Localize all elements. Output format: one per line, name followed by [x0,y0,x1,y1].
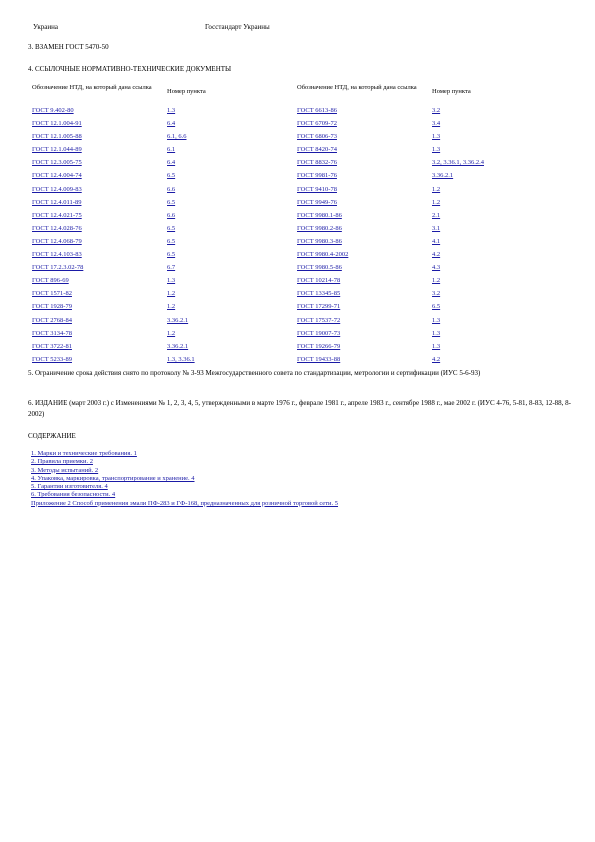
reference-point-link[interactable]: 3.36.2.1 [432,172,454,180]
item-6-edition: 6. ИЗДАНИЕ (март 2003 г.) с Изменениями № 1, 2, 3, 4, 5, утвержденными в марте 1976 г., феврале 1981 г., апреле 1983 г., сентябре 1988 г., мае 2002 г. (ИУС 4-76, 5-81, 8-83, 12-88, 8-2002) [28,399,572,418]
reference-document-link[interactable]: ГОСТ 12.4.103-83 [32,251,82,259]
table-of-contents [31,450,338,508]
reference-document-link[interactable]: ГОСТ 12.4.021-75 [32,211,82,219]
reference-document-link[interactable]: ГОСТ 19433-88 [297,355,341,363]
reference-point-link[interactable]: 2.1 [432,211,441,219]
reference-point-link[interactable]: 1.3 [432,329,441,337]
reference-row [297,343,557,356]
reference-point-link[interactable]: 6.5 [167,251,176,259]
reference-document-link[interactable]: ГОСТ 12.3.005-75 [32,159,82,167]
toc-link[interactable]: 6. Требования безопасности. 4 [31,491,116,499]
reference-row [32,146,292,159]
reference-row [297,238,557,251]
column-header [32,83,292,107]
toc-link[interactable]: 1. Марки и технические требования. 1 [31,450,137,457]
reference-row [297,330,557,343]
reference-row [32,107,292,120]
reference-row [297,225,557,238]
reference-row [32,120,292,133]
reference-row [32,251,292,264]
reference-point-link[interactable]: 6.6 [167,185,176,193]
reference-point-link[interactable]: 1.3 [432,133,441,141]
reference-point-link[interactable]: 1.2 [432,277,441,285]
column-header-point: Номер пункта [432,88,471,95]
reference-document-link[interactable]: ГОСТ 9981-76 [297,172,337,180]
reference-point-link[interactable]: 6.5 [167,198,176,206]
reference-document-link[interactable]: ГОСТ 9.402-80 [32,107,74,114]
header-country: Украина [33,23,58,31]
column-header [297,83,557,107]
reference-point-link[interactable]: 3.1 [432,224,441,232]
reference-point-link[interactable]: 6.4 [167,159,176,167]
reference-point-link[interactable]: 3.4 [432,120,441,128]
reference-document-link[interactable]: ГОСТ 896-69 [32,277,69,285]
reference-point-link[interactable]: 1.3 [432,342,441,350]
reference-row [32,159,292,172]
reference-document-link[interactable]: ГОСТ 6709-72 [297,120,337,128]
reference-document-link[interactable]: ГОСТ 17.2.3.02-78 [32,264,84,272]
reference-row [32,277,292,290]
reference-row [32,330,292,343]
reference-row [32,199,292,212]
toc-link[interactable]: 4. Упаковка, маркировка, транспортирование и хранение. 4 [31,474,195,482]
reference-row [32,225,292,238]
reference-row [297,303,557,316]
reference-document-link[interactable]: ГОСТ 1571-82 [32,290,72,298]
reference-point-link[interactable]: 1.2 [432,198,441,206]
reference-row [297,317,557,330]
reference-row [297,212,557,225]
toc-link[interactable]: 2. Правила приемки. 2 [31,458,93,466]
reference-document-link[interactable]: ГОСТ 8420-74 [297,146,337,154]
item-5-validity: 5. Ограничение срока действия снято по протоколу № 3-93 Межгосударственного совета по стандартизации, метрологии и сертификации (ИУС 5-6-93) [28,369,481,377]
reference-point-link[interactable]: 6.5 [432,303,441,311]
reference-document-link[interactable]: ГОСТ 12.1.004-91 [32,120,82,128]
reference-point-link[interactable]: 1.2 [167,329,176,337]
reference-document-link[interactable]: ГОСТ 12.4.028-76 [32,224,82,232]
reference-document-link[interactable]: ГОСТ 2768-84 [32,316,72,324]
reference-document-link[interactable]: ГОСТ 9949-76 [297,198,337,206]
reference-row [32,186,292,199]
reference-point-link[interactable]: 6.5 [167,237,176,245]
reference-point-link[interactable]: 1.3 [167,107,176,114]
reference-document-link[interactable]: ГОСТ 12.1.044-89 [32,146,82,154]
reference-point-link[interactable]: 6.1 [167,146,176,154]
reference-point-link[interactable]: 4.1 [432,237,441,245]
reference-row [297,186,557,199]
reference-point-link[interactable]: 6.5 [167,224,176,232]
reference-point-link[interactable]: 1.2 [167,303,176,311]
item-3-replaces: 3. ВЗАМЕН ГОСТ 5470-50 [28,43,109,51]
reference-document-link[interactable]: ГОСТ 9410-78 [297,185,337,193]
reference-document-link[interactable]: ГОСТ 9980.1-86 [297,211,342,219]
reference-row [32,356,292,369]
reference-row [32,343,292,356]
reference-row [297,251,557,264]
reference-document-link[interactable]: ГОСТ 5233-89 [32,355,72,363]
reference-row [297,172,557,185]
reference-document-link[interactable]: ГОСТ 1928-79 [32,303,72,311]
reference-point-link[interactable]: 1.2 [167,290,176,298]
reference-document-link[interactable]: ГОСТ 12.4.068-79 [32,237,82,245]
reference-document-link[interactable]: ГОСТ 17537-72 [297,316,341,324]
reference-document-link[interactable]: ГОСТ 6806-73 [297,133,337,141]
reference-point-link[interactable]: 6.4 [167,120,176,128]
reference-document-link[interactable]: ГОСТ 13345-85 [297,290,341,298]
references-column-left [32,83,292,369]
reference-row [297,290,557,303]
reference-point-link[interactable]: 4.2 [432,355,441,363]
reference-row [297,107,557,120]
header-authority: Госстандарт Украины [205,23,270,31]
reference-point-link[interactable]: 6.1, 6.6 [167,133,187,141]
reference-document-link[interactable]: ГОСТ 10214-78 [297,277,341,285]
reference-document-link[interactable]: ГОСТ 8832-76 [297,159,337,167]
reference-point-link[interactable]: 6.5 [167,172,176,180]
reference-row [297,277,557,290]
reference-row [297,199,557,212]
reference-document-link[interactable]: ГОСТ 9980.4-2002 [297,251,349,259]
reference-row [32,317,292,330]
reference-document-link[interactable]: ГОСТ 12.4.004-74 [32,172,82,180]
reference-document-link[interactable]: ГОСТ 9980.5-86 [297,264,342,272]
reference-row [297,356,557,369]
reference-document-link[interactable]: ГОСТ 12.1.005-88 [32,133,82,141]
reference-document-link[interactable]: ГОСТ 9980.2-86 [297,224,342,232]
item-4-references-heading: 4. ССЫЛОЧНЫЕ НОРМАТИВНО-ТЕХНИЧЕСКИЕ ДОКУМЕНТЫ [28,65,232,73]
reference-point-link[interactable]: 6.6 [167,211,176,219]
reference-point-link[interactable]: 1.2 [432,185,441,193]
reference-point-link[interactable]: 1.3, 3.36.1 [167,355,195,363]
toc-link[interactable]: 5. Гарантии изготовителя. 4 [31,483,108,491]
reference-point-link[interactable]: 1.3 [432,316,441,324]
reference-row [297,159,557,172]
toc-link[interactable]: Приложение 2 Способ применения эмали ПФ-283 и ГФ-168, предназначенных для розничной торговой сети. 5 [31,499,339,507]
reference-document-link[interactable]: ГОСТ 19266-79 [297,342,341,350]
reference-point-link[interactable]: 1.3 [432,146,441,154]
reference-row [32,238,292,251]
reference-document-link[interactable]: ГОСТ 12.4.011-89 [32,198,82,206]
reference-row [32,212,292,225]
reference-point-link[interactable]: 6.7 [167,264,176,272]
toc-title: СОДЕРЖАНИЕ [28,432,76,440]
reference-point-link[interactable]: 1.3 [167,277,176,285]
reference-row [32,290,292,303]
reference-document-link[interactable]: ГОСТ 17299-71 [297,303,341,311]
reference-document-link[interactable]: ГОСТ 6613-86 [297,107,337,114]
reference-row [297,120,557,133]
reference-point-link[interactable]: 3.2, 3.36.1, 3.36.2.4 [432,159,484,167]
reference-point-link[interactable]: 3.36.2.1 [167,342,189,350]
reference-row [32,133,292,146]
reference-document-link[interactable]: ГОСТ 19007-73 [297,329,341,337]
reference-point-link[interactable]: 3.2 [432,107,441,114]
reference-row [32,172,292,185]
reference-point-link[interactable]: 3.2 [432,290,441,298]
column-header-document: Обозначение НТД, на который дана ссылка [297,84,417,91]
reference-document-link[interactable]: ГОСТ 3134-78 [32,329,72,337]
reference-row [297,264,557,277]
reference-row [32,303,292,316]
reference-row [297,133,557,146]
reference-document-link[interactable]: ГОСТ 9980.3-86 [297,237,342,245]
reference-point-link[interactable]: 4.2 [432,251,441,259]
reference-document-link[interactable]: ГОСТ 3722-81 [32,342,72,350]
reference-point-link[interactable]: 4.3 [432,264,441,272]
references-column-right [297,83,557,369]
column-header-point: Номер пункта [167,88,206,95]
reference-row [297,146,557,159]
reference-document-link[interactable]: ГОСТ 12.4.009-83 [32,185,82,193]
reference-row [32,264,292,277]
reference-point-link[interactable]: 3.36.2.1 [167,316,189,324]
toc-link[interactable]: 3. Методы испытаний. 2 [31,466,99,474]
column-header-document: Обозначение НТД, на который дана ссылка [32,84,152,91]
